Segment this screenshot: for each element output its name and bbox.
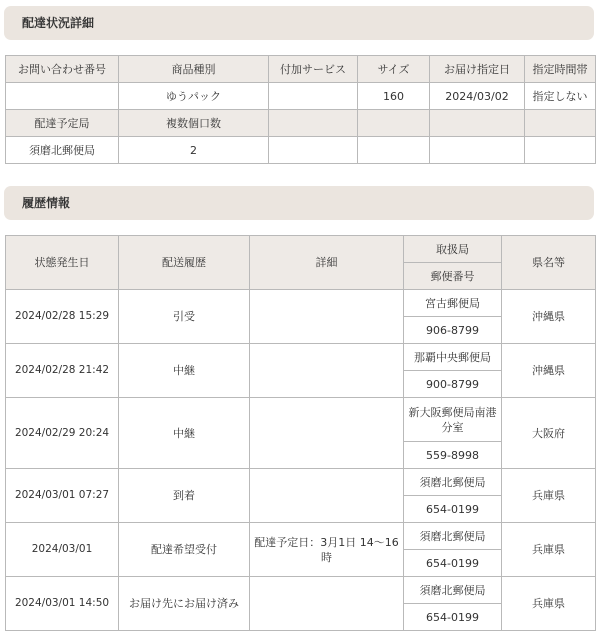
history-office: 那覇中央郵便局 (404, 344, 502, 371)
header-empty-cell (525, 110, 596, 137)
time-slot-cell: 指定しない (525, 83, 596, 110)
scheduled-office-cell: 須磨北郵便局 (6, 137, 119, 164)
history-postal-code: 559-8998 (404, 442, 502, 469)
header-office: 取扱局 (404, 236, 502, 263)
empty-cell (358, 137, 430, 164)
history-table (5, 235, 596, 631)
history-event: 中継 (119, 344, 250, 398)
header-size: サイズ (358, 56, 430, 83)
history-event: 引受 (119, 290, 250, 344)
empty-cell (269, 137, 358, 164)
history-prefecture: 兵庫県 (502, 523, 596, 577)
history-detail (250, 290, 404, 344)
history-detail (250, 398, 404, 469)
delivery-status-table (5, 55, 596, 164)
history-prefecture: 兵庫県 (502, 577, 596, 631)
history-postal-code: 906-8799 (404, 317, 502, 344)
history-postal-code: 654-0199 (404, 550, 502, 577)
history-office: 須磨北郵便局 (404, 469, 502, 496)
delivery-status-section-title: 配達状況詳細 (4, 6, 594, 40)
history-prefecture: 大阪府 (502, 398, 596, 469)
tracking-number-cell (6, 83, 119, 110)
history-office: 新大阪郵便局南港分室 (404, 398, 502, 442)
header-empty-cell (358, 110, 430, 137)
history-event: 中継 (119, 398, 250, 469)
history-prefecture: 沖縄県 (502, 344, 596, 398)
history-postal-code: 900-8799 (404, 371, 502, 398)
empty-cell (525, 137, 596, 164)
history-detail (250, 469, 404, 523)
header-detail: 詳細 (250, 236, 404, 290)
additional-service-cell (269, 83, 358, 110)
history-date: 2024/03/01 14:50 (6, 577, 119, 631)
history-event: 配達希望受付 (119, 523, 250, 577)
history-detail (250, 577, 404, 631)
header-empty-cell (269, 110, 358, 137)
history-office: 須磨北郵便局 (404, 523, 502, 550)
history-date: 2024/02/29 20:24 (6, 398, 119, 469)
product-type-cell: ゆうパック (119, 83, 269, 110)
history-detail: 配達予定日：3月1日 14～16時 (250, 523, 404, 577)
header-time-slot: 指定時間帯 (525, 56, 596, 83)
history-event: お届け先にお届け済み (119, 577, 250, 631)
header-scheduled-office: 配達予定局 (6, 110, 119, 137)
size-cell: 160 (358, 83, 430, 110)
history-prefecture: 兵庫県 (502, 469, 596, 523)
history-detail (250, 344, 404, 398)
header-empty-cell (430, 110, 525, 137)
empty-cell (430, 137, 525, 164)
history-section-title: 履歴情報 (4, 186, 594, 220)
history-office: 宮古郵便局 (404, 290, 502, 317)
header-parcel-count: 複数個口数 (119, 110, 269, 137)
history-event: 到着 (119, 469, 250, 523)
history-office: 須磨北郵便局 (404, 577, 502, 604)
history-prefecture: 沖縄県 (502, 290, 596, 344)
header-date: 状態発生日 (6, 236, 119, 290)
header-postal-code: 郵便番号 (404, 263, 502, 290)
header-prefecture: 県名等 (502, 236, 596, 290)
header-product-type: 商品種別 (119, 56, 269, 83)
header-tracking-number: お問い合わせ番号 (6, 56, 119, 83)
header-history: 配送履歴 (119, 236, 250, 290)
history-date: 2024/02/28 15:29 (6, 290, 119, 344)
parcel-count-cell: 2 (119, 137, 269, 164)
header-additional-service: 付加サービス (269, 56, 358, 83)
history-postal-code: 654-0199 (404, 604, 502, 631)
header-delivery-date: お届け指定日 (430, 56, 525, 83)
history-date: 2024/03/01 (6, 523, 119, 577)
delivery-date-cell: 2024/03/02 (430, 83, 525, 110)
history-date: 2024/02/28 21:42 (6, 344, 119, 398)
history-postal-code: 654-0199 (404, 496, 502, 523)
history-date: 2024/03/01 07:27 (6, 469, 119, 523)
